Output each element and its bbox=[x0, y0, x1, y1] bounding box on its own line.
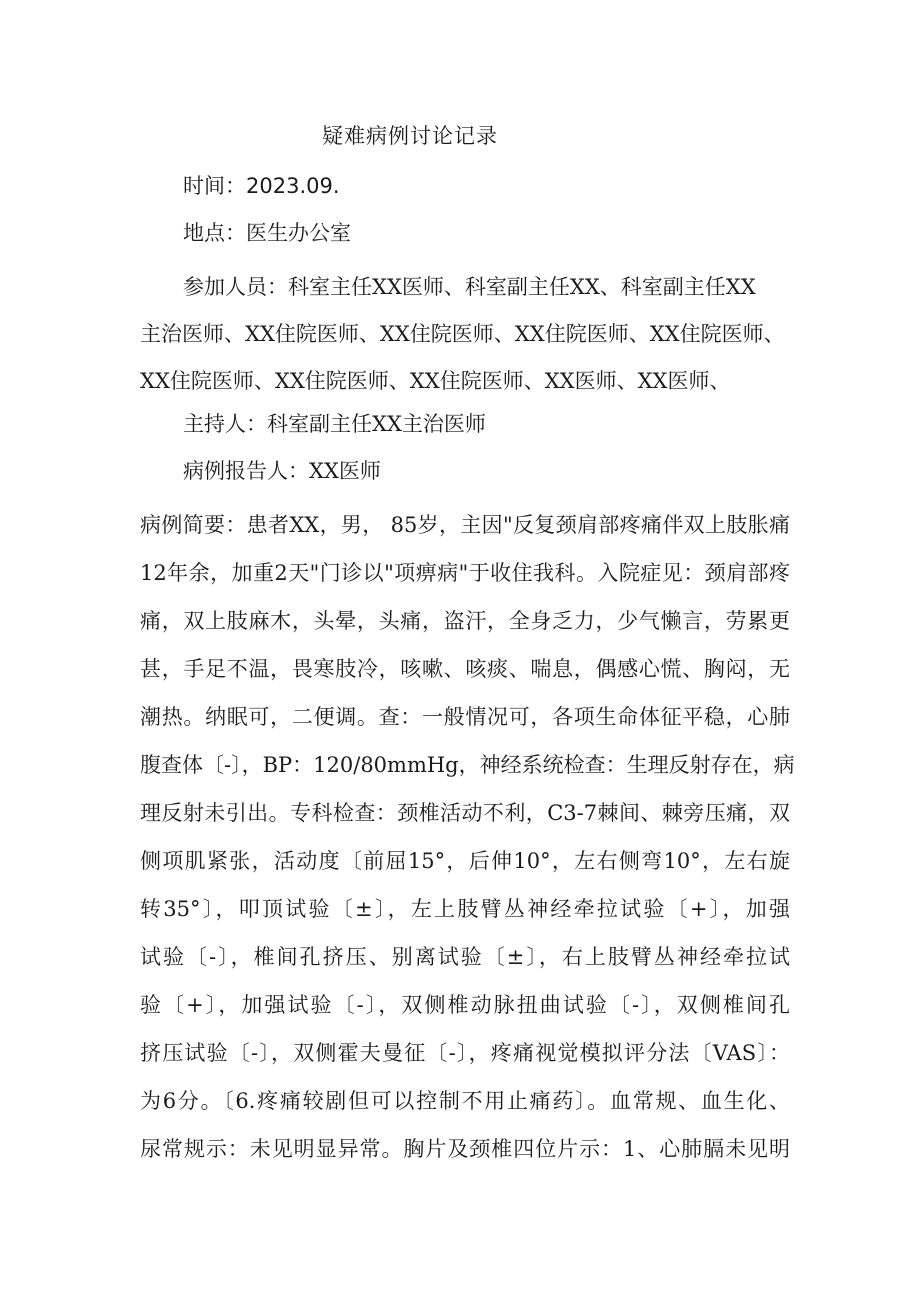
summary-line: 12年余，加重2天"门诊以"项痹病"于收住我科。入院症见：颈肩部疼 bbox=[140, 561, 790, 585]
time-line bbox=[183, 170, 340, 202]
participants-block bbox=[140, 264, 790, 405]
summary-line: 转35°〕，叩顶试验〔±〕，左上肢臂丛神经牵拉试验〔+〕，加强 bbox=[140, 897, 790, 921]
document-title: 疑难病例讨论记录 bbox=[322, 124, 498, 148]
summary-line: 甚，手足不温，畏寒肢冷，咳嗽、咳痰、喘息，偶感心慌、胸闷，无 bbox=[140, 657, 790, 681]
summary-line: 潮热。纳眠可，二便调。查：一般情况可，各项生命体征平稳，心肺 bbox=[140, 705, 790, 729]
summary-line: 试验〔-〕，椎间孔挤压、别离试验〔±〕，右上肢臂丛神经牵拉试 bbox=[140, 945, 790, 969]
summary-line: 痛，双上肢麻木，头晕，头痛，盗汗，全身乏力，少气懒言，劳累更 bbox=[140, 609, 790, 633]
summary-line: 侧项肌紧张，活动度〔前屈15°，后伸10°，左右侧弯10°，左右旋 bbox=[140, 849, 790, 873]
summary-line: 挤压试验〔-〕，双侧霍夫曼征〔-〕，疼痛视觉模拟评分法〔VAS〕： bbox=[140, 1041, 790, 1065]
place-value: 医生办公室 bbox=[246, 221, 351, 245]
time-label: 时间： bbox=[183, 174, 246, 198]
summary-line: 为6分。〔6.疼痛较剧但可以控制不用止痛药〕。血常规、血生化、 bbox=[140, 1089, 790, 1113]
summary-line: 尿常规示：未见明显异常。胸片及颈椎四位片示：1、心肺膈未见明 bbox=[140, 1137, 790, 1161]
summary-line: 验〔+〕，加强试验〔-〕，双侧椎动脉扭曲试验〔-〕，双侧椎间孔 bbox=[140, 993, 790, 1017]
participants-line: 主治医师、XX住院医师、XX住院医师、XX住院医师、XX住院医师、 bbox=[140, 322, 785, 346]
summary-line: 病例简要：患者XX，男， 85岁，主因"反复颈肩部疼痛伴双上肢胀痛 bbox=[140, 513, 790, 537]
summary-line: 理反射未引出。专科检查：颈椎活动不利，C3-7棘间、棘旁压痛，双 bbox=[140, 801, 790, 825]
reporter-line: 病例报告人：XX医师 bbox=[183, 459, 381, 483]
place-label: 地点： bbox=[183, 221, 246, 245]
place-line bbox=[183, 217, 351, 249]
summary-line: 腹查体〔-〕，BP：120/80mmHg，神经系统检查：生理反射存在，病 bbox=[140, 753, 795, 777]
host-line: 主持人：科室副主任XX主治医师 bbox=[183, 412, 486, 436]
participants-line: 参加人员：科室主任XX医师、科室副主任XX、科室副主任XX bbox=[183, 275, 756, 299]
time-value: 2023.09. bbox=[246, 174, 340, 198]
participants-line: XX住院医师、XX住院医师、XX住院医师、XX医师、XX医师、 bbox=[140, 369, 731, 393]
case-summary bbox=[140, 501, 795, 1173]
